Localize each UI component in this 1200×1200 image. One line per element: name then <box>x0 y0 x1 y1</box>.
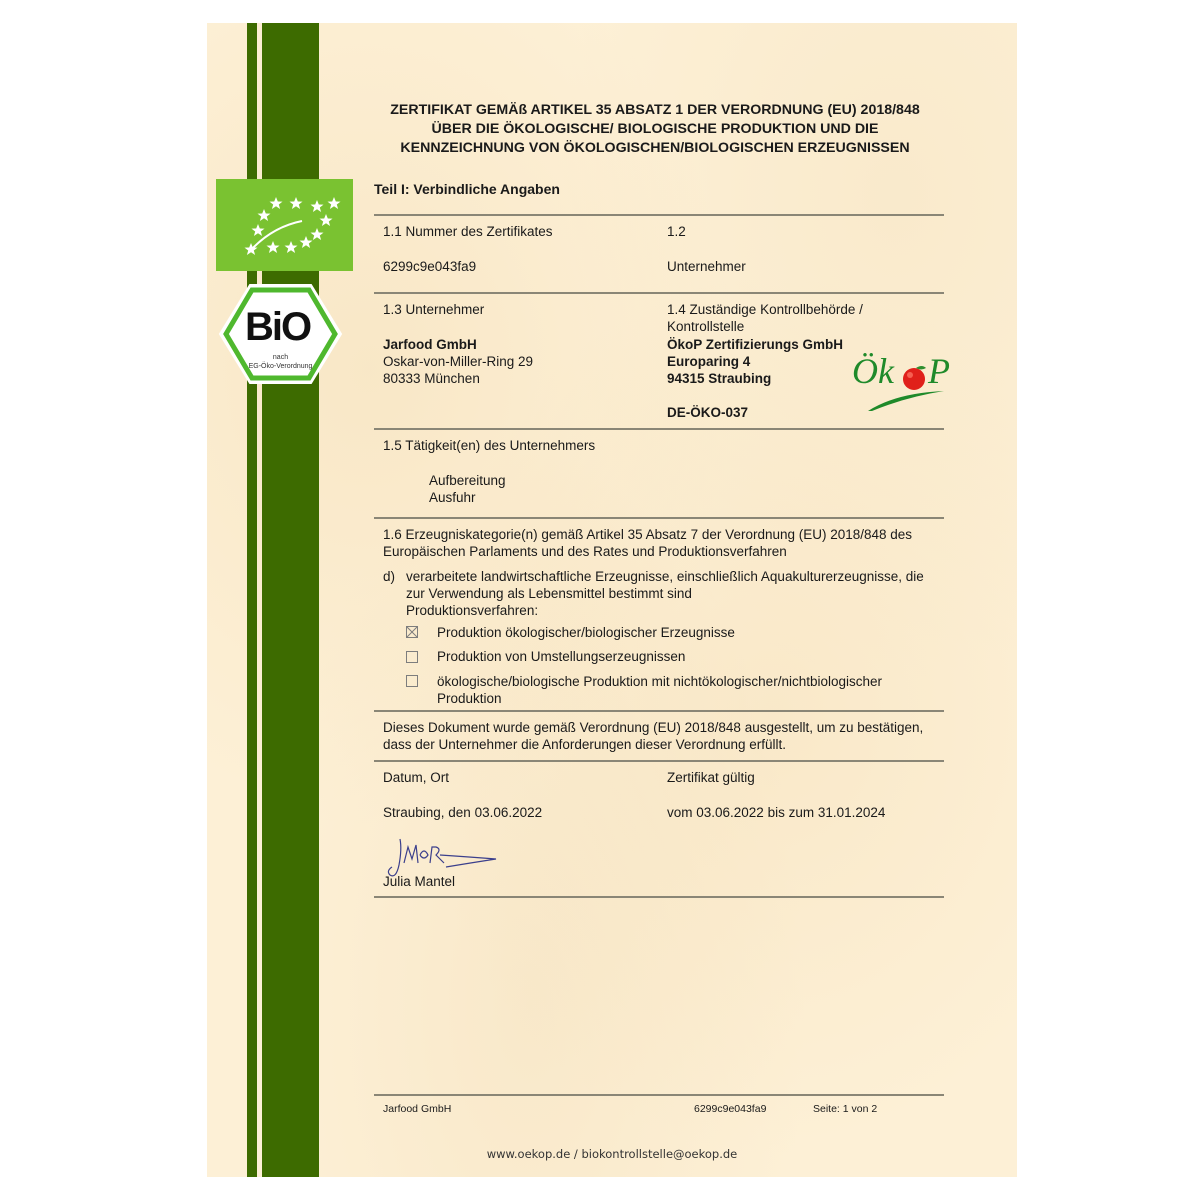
divider <box>374 214 944 216</box>
option-label-parallel-production-line1: ökologische/biologische Produktion mit nichtökologischer/nichtbiologischer <box>437 674 882 689</box>
footer-company: Jarfood GmbH <box>383 1103 452 1115</box>
operator-city: 80333 München <box>383 371 480 386</box>
okop-logo-text-right: P <box>928 351 950 391</box>
category-line1: verarbeitete landwirtschaftliche Erzeugnisse, einschließlich Aquakulturerzeugnisse, die <box>406 569 924 584</box>
certificate-title <box>370 101 940 158</box>
part-heading: Teil I: Verbindliche Angaben <box>374 181 560 197</box>
operator-street: Oskar-von-Miller-Ring 29 <box>383 354 534 369</box>
checkbox-organic-production[interactable] <box>406 626 418 638</box>
divider <box>374 517 944 519</box>
category-line2: zur Verwendung als Lebensmittel bestimmt sind <box>406 586 692 601</box>
checkbox-conversion-production[interactable] <box>406 651 418 663</box>
validity-label: Zertifikat gültig <box>667 770 755 785</box>
okop-swoosh-icon <box>866 389 946 413</box>
eu-organic-leaf-logo <box>216 179 353 271</box>
bio-seal-line1: nach <box>272 354 289 361</box>
section-1-3-label: 1.3 Unternehmer <box>383 302 485 317</box>
divider <box>374 896 944 898</box>
statement-line1: Dieses Dokument wurde gemäß Verordnung (EU) 2018/848 ausgestellt, um zu bestätigen, <box>383 720 924 735</box>
operator-name: Jarfood GmbH <box>383 337 477 352</box>
statement-line2: dass der Unternehmer die Anforderungen dieser Verordnung erfüllt. <box>383 737 786 752</box>
footer-website-email: www.oekop.de / biokontrollstelle@oekop.de <box>486 1147 738 1161</box>
validity-value: vom 03.06.2022 bis zum 31.01.2024 <box>667 805 886 820</box>
divider <box>374 292 944 294</box>
title-line-3: KENNZEICHNUNG VON ÖKOLOGISCHEN/BIOLOGISCHEN ERZEUGNISSEN <box>400 140 910 156</box>
section-1-4-label-line1: 1.4 Zuständige Kontrollbehörde / <box>667 302 863 317</box>
certificate-number: 6299c9e043fa9 <box>383 259 477 274</box>
bio-seal-logo <box>218 283 343 385</box>
control-body-name: ÖkoP Zertifizierungs GmbH <box>667 337 844 352</box>
divider <box>374 760 944 762</box>
bio-seal-main-text: BiO <box>245 305 311 349</box>
section-1-2-label: 1.2 <box>667 224 686 239</box>
certificate-page <box>207 23 1017 1177</box>
section-1-6-label-line2: Europäischen Parlaments und des Rates und Produktionsverfahren <box>383 544 787 559</box>
activity-item: Aufbereitung <box>429 473 506 488</box>
footer-cert-number: 6299c9e043fa9 <box>694 1103 767 1115</box>
divider <box>374 710 944 712</box>
section-1-1-label: 1.1 Nummer des Zertifikates <box>383 224 553 239</box>
bio-seal-line2: EG-Öko-Verordnung <box>248 363 313 370</box>
signatory-name: Julia Mantel <box>383 874 456 889</box>
option-label-organic-production: Produktion ökologischer/biologischer Erzeugnisse <box>437 625 735 640</box>
category-line3: Produktionsverfahren: <box>406 603 539 618</box>
checkmark-x-icon <box>407 627 417 637</box>
apple-icon <box>900 362 930 392</box>
okop-logo <box>850 351 960 413</box>
control-body-city: 94315 Straubing <box>667 371 772 386</box>
option-label-conversion-production: Produktion von Umstellungserzeugnissen <box>437 649 686 664</box>
option-label-parallel-production-line2: Produktion <box>437 691 502 706</box>
footer-divider <box>374 1094 944 1096</box>
title-line-2: ÜBER DIE ÖKOLOGISCHE/ BIOLOGISCHE PRODUKTION UND DIE <box>431 121 879 137</box>
control-body-street: Europaring 4 <box>667 354 751 369</box>
okop-logo-text-left: Ök <box>852 351 894 391</box>
activity-item: Ausfuhr <box>429 490 476 505</box>
section-1-6-label-line1: 1.6 Erzeugniskategorie(n) gemäß Artikel 35 Absatz 7 der Verordnung (EU) 2018/848 des <box>383 527 913 542</box>
footer-page-number: Seite: 1 von 2 <box>813 1103 878 1115</box>
date-place-label: Datum, Ort <box>383 770 450 785</box>
eu-leaf-stars-icon <box>216 179 353 271</box>
date-place-value: Straubing, den 03.06.2022 <box>383 805 543 820</box>
checkbox-parallel-production[interactable] <box>406 675 418 687</box>
section-1-4-label-line2: Kontrollstelle <box>667 319 745 334</box>
section-1-2-value: Unternehmer <box>667 259 746 274</box>
section-1-5-label: 1.5 Tätigkeit(en) des Unternehmers <box>383 438 596 453</box>
title-line-1: ZERTIFIKAT GEMÄß ARTIKEL 35 ABSATZ 1 DER VERORDNUNG (EU) 2018/848 <box>390 102 920 118</box>
divider <box>374 428 944 430</box>
control-body-code: DE-ÖKO-037 <box>667 405 749 420</box>
category-marker: d) <box>383 569 396 584</box>
